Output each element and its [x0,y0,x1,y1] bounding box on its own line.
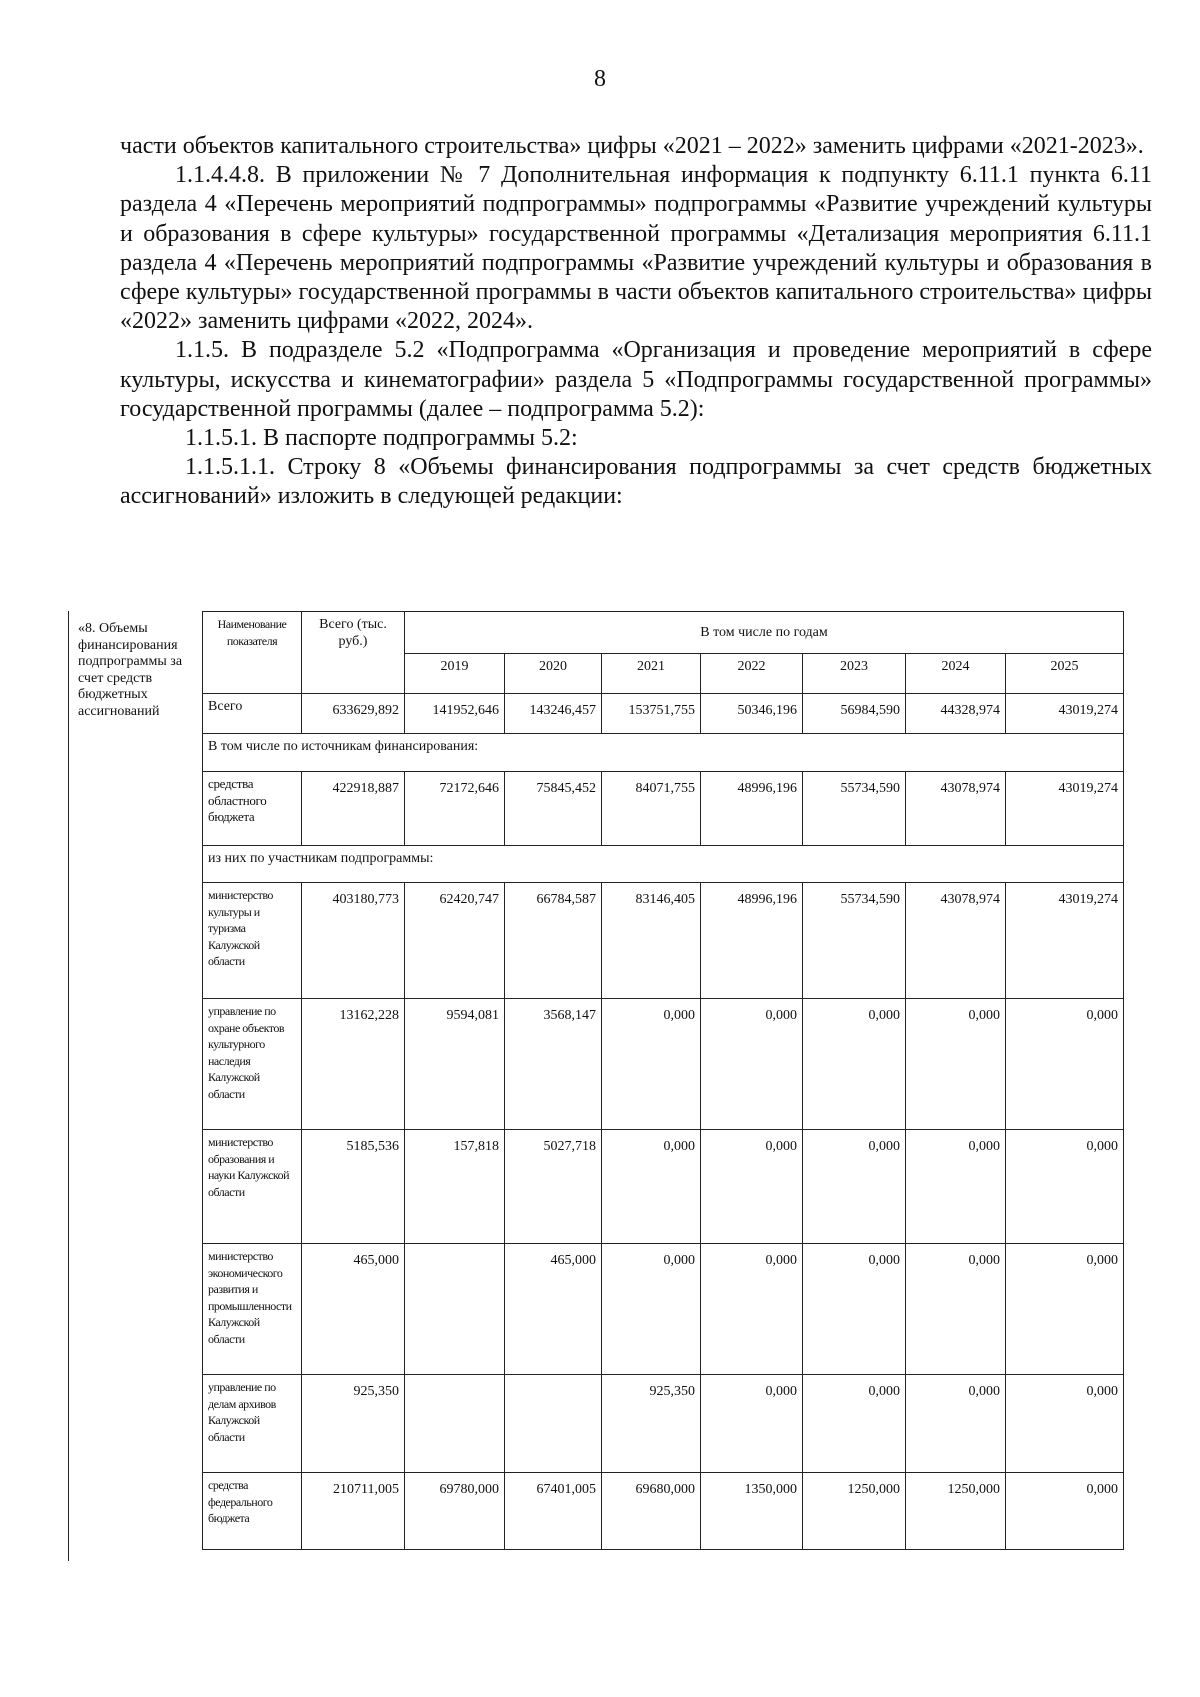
cell-value: 0,000 [906,1130,1006,1244]
cell-value: 0,000 [1006,1375,1124,1473]
participant-row [203,1130,1124,1244]
cell-value: 55734,590 [803,883,906,999]
cell-value: 465,000 [505,1244,602,1375]
cell-value: 0,000 [602,999,701,1130]
body-text [120,132,1152,512]
row-name: управление по охране объектов культурного наследия Калужской области [203,999,302,1130]
cell-value: 5027,718 [505,1130,602,1244]
paragraph: 1.1.5. В подразделе 5.2 «Подпрограмма «Организация и проведение мероприятий в сфере культуры, искусства и кинематографии» раздела 5 «Подпрограммы государственной программы» государственной программы (далее – подпрограмма 5.2): [120,337,1152,422]
federal-row [203,1473,1124,1550]
cell-value: 43019,274 [1006,694,1124,734]
cell-value: 43078,974 [906,883,1006,999]
year-header: 2024 [906,654,1006,694]
cell-value: 9594,081 [405,999,505,1130]
cell-value: 0,000 [1006,1244,1124,1375]
table-left-border [68,611,69,1561]
cell-value: 1250,000 [803,1473,906,1550]
paragraph: 1.1.5.1.1. Строку 8 «Объемы финансирования подпрограммы за счет средств бюджетных ассигнований» изложить в следующей редакции: [120,454,1152,510]
year-header: 2020 [505,654,602,694]
paragraph: части объектов капитального строительства» цифры «2021 – 2022» заменить цифрами «2021-2023». [120,133,1144,159]
row-total: 465,000 [302,1244,405,1375]
participants-caption: из них по участникам подпрограммы: [203,846,1124,883]
cell-value: 0,000 [906,1244,1006,1375]
cell-value: 69780,000 [405,1473,505,1550]
row-name: министерство культуры и туризма Калужской области [203,883,302,999]
participant-row [203,883,1124,999]
participant-row [203,1375,1124,1473]
paragraph: 1.1.5.1. В паспорте подпрограммы 5.2: [185,425,578,452]
cell-value [405,1375,505,1473]
paragraph: 1.1.4.4.8. В приложении № 7 Дополнительная информация к подпункту 6.11.1 пункта 6.11 раздела 4 «Перечень мероприятий подпрограммы» подпрограммы «Развитие учреждений культуры и образования в сфере культуры» государственной программы «Детализация мероприятия 6.11.1 раздела 4 «Перечень мероприятий подпрограммы «Развитие учреждений культуры и образования в сфере культуры» государственной программы в части объектов капитального строительства» цифры «2022» заменить цифрами «2022, 2024». [120,162,1152,335]
sources-caption-row [203,734,1124,772]
cell-value: 0,000 [803,1375,906,1473]
cell-value: 0,000 [803,999,906,1130]
cell-value: 83146,405 [602,883,701,999]
row-label: «8. Объемы финансирования подпрограммы за счет средств бюджетных ассигнований [78,621,183,719]
year-header: 2021 [602,654,701,694]
row-total: 13162,228 [302,999,405,1130]
cell-value: 1350,000 [701,1473,803,1550]
cell-value: 75845,452 [505,772,602,846]
sources-caption: В том числе по источникам финансирования: [203,734,1124,772]
cell-value: 157,818 [405,1130,505,1244]
cell-value: 0,000 [602,1130,701,1244]
cell-value: 925,350 [602,1375,701,1473]
row-name: Всего [203,694,302,734]
year-header: 2023 [803,654,906,694]
page-number: 8 [594,66,606,92]
cell-value: 0,000 [906,1375,1006,1473]
cell-value: 55734,590 [803,772,906,846]
cell-value: 0,000 [1006,999,1124,1130]
cell-value: 48996,196 [701,883,803,999]
cell-value: 3568,147 [505,999,602,1130]
row-name: министерство образования и науки Калужской области [203,1130,302,1244]
cell-value: 1250,000 [906,1473,1006,1550]
cell-value: 43019,274 [1006,772,1124,846]
row-total: 5185,536 [302,1130,405,1244]
cell-value: 44328,974 [906,694,1006,734]
total-row [203,694,1124,734]
row-total: 210711,005 [302,1473,405,1550]
header-name: Наименование показателя [203,612,302,694]
header-total: Всего (тыс. руб.) [302,612,405,694]
cell-value: 72172,646 [405,772,505,846]
cell-value: 153751,755 [602,694,701,734]
cell-value: 43078,974 [906,772,1006,846]
cell-value: 0,000 [602,1244,701,1375]
cell-value: 0,000 [701,999,803,1130]
row-name: средства областного бюджета [203,772,302,846]
cell-value: 0,000 [803,1244,906,1375]
cell-value: 66784,587 [505,883,602,999]
participants-caption-row [203,846,1124,883]
participant-row [203,999,1124,1130]
cell-value: 48996,196 [701,772,803,846]
header-row [203,612,1124,654]
row-name: министерство экономического развития и промышленности Калужской области [203,1244,302,1375]
cell-value: 0,000 [701,1375,803,1473]
cell-value: 0,000 [906,999,1006,1130]
cell-value [405,1244,505,1375]
cell-value: 62420,747 [405,883,505,999]
year-header: 2019 [405,654,505,694]
row-total: 403180,773 [302,883,405,999]
cell-value: 50346,196 [701,694,803,734]
cell-value: 143246,457 [505,694,602,734]
cell-value: 0,000 [701,1244,803,1375]
row-total: 422918,887 [302,772,405,846]
cell-value [505,1375,602,1473]
regional-row [203,772,1124,846]
row-total: 633629,892 [302,694,405,734]
cell-value: 141952,646 [405,694,505,734]
row-name: управление по делам архивов Калужской области [203,1375,302,1473]
cell-value: 0,000 [1006,1130,1124,1244]
financing-table [202,611,1124,1550]
cell-value: 56984,590 [803,694,906,734]
cell-value: 0,000 [701,1130,803,1244]
year-header: 2025 [1006,654,1124,694]
cell-value: 67401,005 [505,1473,602,1550]
cell-value: 43019,274 [1006,883,1124,999]
cell-value: 84071,755 [602,772,701,846]
cell-value: 0,000 [803,1130,906,1244]
year-header: 2022 [701,654,803,694]
cell-value: 0,000 [1006,1473,1124,1550]
row-name: средства федерального бюджета [203,1473,302,1550]
cell-value: 69680,000 [602,1473,701,1550]
participant-row [203,1244,1124,1375]
header-years-group: В том числе по годам [405,612,1124,654]
row-total: 925,350 [302,1375,405,1473]
